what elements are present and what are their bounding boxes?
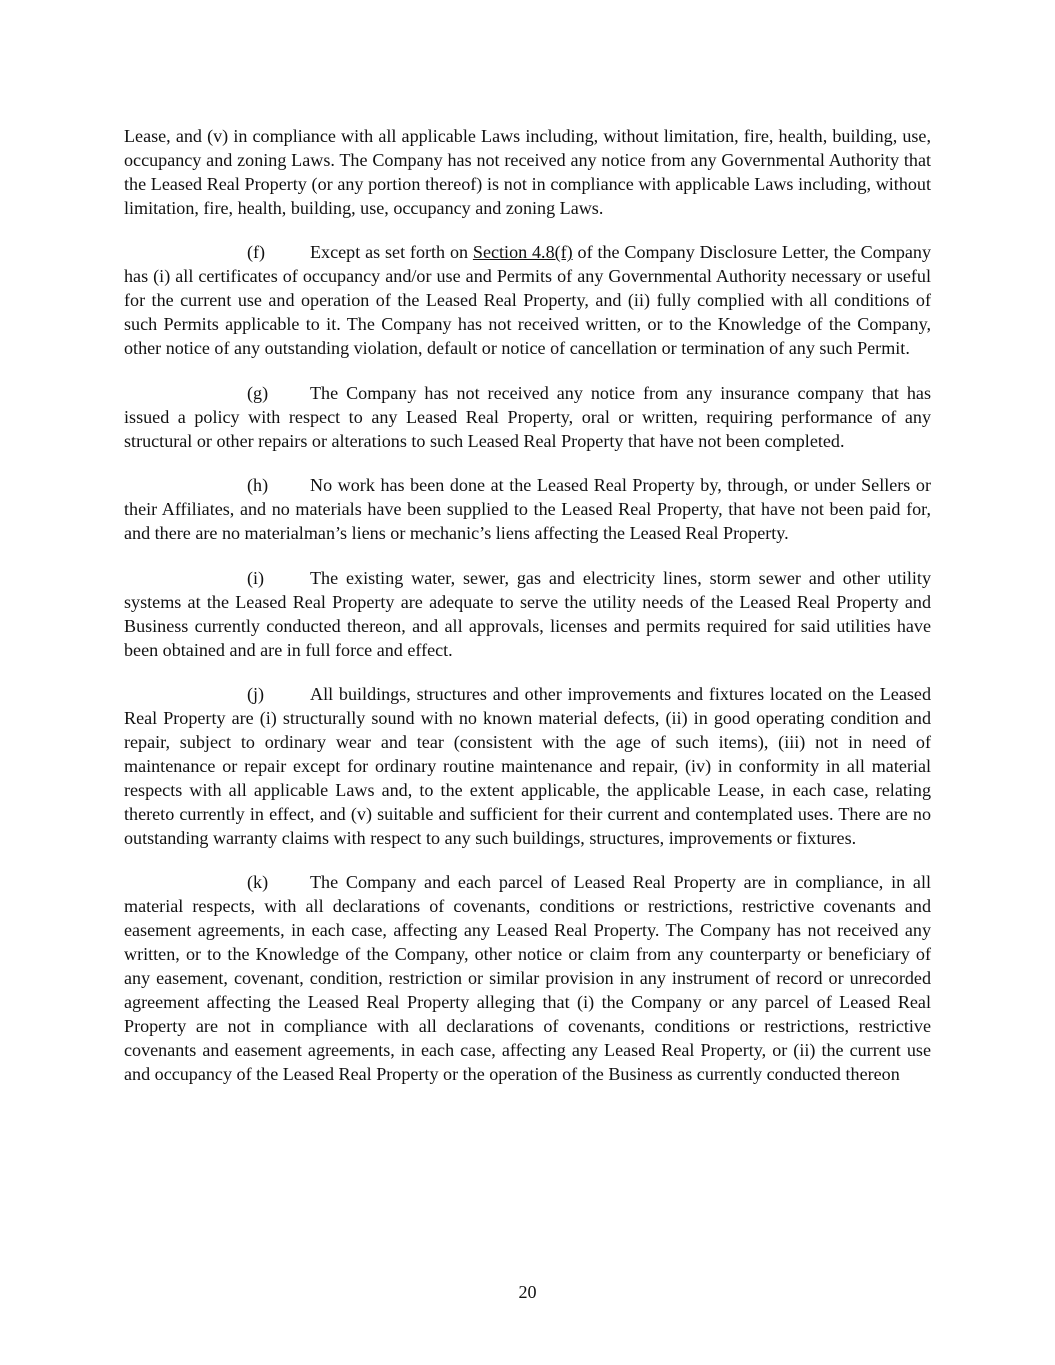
document-body — [124, 125, 931, 1107]
section-k-label: (k) — [247, 872, 269, 893]
section-f-label: (f) — [247, 242, 266, 263]
section-h-paragraph — [124, 474, 931, 546]
page-number: 20 — [518, 1282, 537, 1302]
section-g-label: (g) — [247, 382, 269, 403]
section-f-text-before: Except as set forth on — [310, 242, 473, 263]
section-i-paragraph — [124, 567, 931, 663]
section-j-text: All buildings, structures and other improvements and fixtures located on the Leased Real Property are (i) structurally sound with no known material defects, (ii) in good operating condition and repair, subject to ordinary wear and tear (consistent with the age of such items), (iii) not in need of maintenance or repair except for ordinary routine maintenance and repair, (iv) in conformity in all material respects with all applicable Laws and, to the extent applicable, the applicable Lease, in each case, relating thereto currently in effect, and (v) suitable and sufficient for their current and contemplated uses. There are no outstanding warranty claims with respect to any such buildings, structures, improvements or fixtures. — [124, 684, 931, 848]
section-k-text: The Company and each parcel of Leased Real Property are in compliance, in all material respects, with all declarations of covenants, conditions or restrictions, restrictive covenants and easement agreements, in each case, affecting any Leased Real Property. The Company has not received any written, or to the Knowledge of the Company, other notice or claim from any counterparty or beneficiary of any easement, covenant, condition, restriction or similar provision in any instrument of record or unrecorded agreement affecting the Leased Real Property alleging that (i) the Company or any parcel of Leased Real Property are not in compliance with all declarations of covenants, conditions or restrictions, restrictive covenants and easement agreements, in each case, affecting any Leased Real Property, or (ii) the current use and occupancy of the Leased Real Property or the operation of the Business as currently conducted thereon — [124, 872, 931, 1084]
section-i-label: (i) — [247, 567, 265, 588]
section-k-paragraph — [124, 871, 931, 1086]
intro-paragraph: Lease, and (v) in compliance with all applicable Laws including, without limitation, fire, health, building, use, occupancy and zoning Laws. The Company has not received any notice from any Governmental Authority that the Leased Real Property (or any portion thereof) is not in compliance with applicable Laws including, without limitation, fire, health, building, use, occupancy and zoning Laws. — [124, 126, 931, 218]
section-f-paragraph — [124, 241, 931, 361]
section-g-text: The Company has not received any notice from any insurance company that has issued a policy with respect to any Leased Real Property, oral or written, requiring performance of any structural or other repairs or alterations to such Leased Real Property that have not been completed. — [124, 382, 931, 451]
section-j-label: (j) — [247, 684, 265, 705]
section-h-label: (h) — [247, 475, 269, 496]
section-j-paragraph — [124, 683, 931, 850]
section-f-text-after: of the Company Disclosure Letter, the Company has (i) all certificates of occupancy and/or use and Permits of any Governmental Authority necessary or useful for the current use and operation of the Leased Real Property, and (ii) fully complied with all conditions of such Permits applicable to it. The Company has not received written, or to the Knowledge of the Company, other notice of any outstanding violation, default or notice of cancellation or termination of any such Permit. — [124, 242, 931, 359]
section-4-8-f-reference: Section 4.8(f) — [472, 242, 573, 263]
section-h-text: No work has been done at the Leased Real Property by, through, or under Sellers or their Affiliates, and no materials have been supplied to the Leased Real Property, that have not been paid for, and there are no materialman’s liens or mechanic’s liens affecting the Leased Real Property. — [124, 475, 931, 544]
section-g-paragraph — [124, 382, 931, 454]
section-i-text: The existing water, sewer, gas and electricity lines, storm sewer and other utility systems at the Leased Real Property are adequate to serve the utility needs of the Leased Real Property and Business currently conducted thereon, and all approvals, licenses and permits required for said utilities have been obtained and are in full force and effect. — [124, 567, 931, 660]
